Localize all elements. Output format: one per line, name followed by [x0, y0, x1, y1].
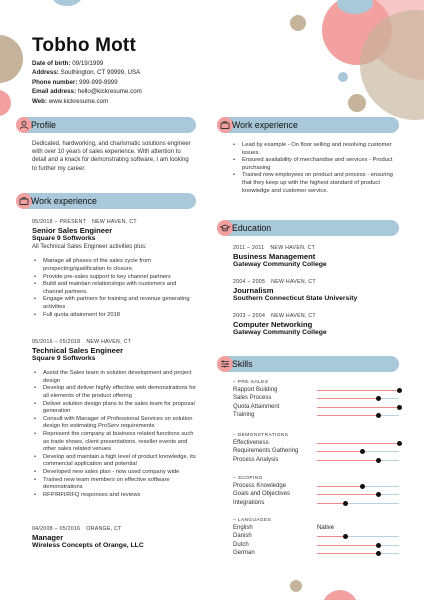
- decor-circle: [0, 90, 11, 116]
- decor-circle: [52, 0, 82, 6]
- skill-row: [233, 499, 401, 507]
- contact-info: [32, 59, 142, 106]
- skill-name: Process Analysis: [233, 456, 279, 463]
- skill-row: [233, 532, 401, 540]
- job-meta: 05/2018 – PRESENT NEW HAVEN, CT: [32, 219, 137, 225]
- skill-name: Dutch: [233, 541, 249, 548]
- skill-row: [233, 386, 401, 394]
- skill-name: Requirements Gathering: [233, 448, 299, 455]
- skill-row: [233, 394, 401, 402]
- job-company: Square 9 Softworks: [32, 355, 96, 363]
- skill-level-dot: [360, 449, 365, 454]
- skill-level-track: [317, 390, 399, 391]
- skill-row: [233, 447, 401, 455]
- skill-level-dot: [397, 441, 402, 446]
- skill-level-dot: [397, 405, 402, 410]
- decor-circle: [348, 94, 366, 112]
- work-experience-title: Work experience: [31, 196, 97, 206]
- list-item: • Assist the Sales team in solution development and project design: [32, 370, 198, 385]
- skill-group: [233, 518, 401, 558]
- skill-row: [233, 490, 401, 498]
- contact-dob: Date of birth: 09/19/1999: [32, 60, 104, 67]
- skill-level-fill: [317, 536, 346, 537]
- skill-row: [233, 439, 401, 447]
- list-item: • Build and maintain relationships with customers and channel partners.: [32, 281, 198, 296]
- decor-circle: [338, 72, 348, 82]
- list-item: • Trained new employees on product and process - ensuring that they keep up with the highest standard of product knowledge and customer service.: [231, 172, 401, 195]
- contact-phone: Phone number: 999-999-9999: [32, 78, 118, 86]
- skill-row: [233, 524, 401, 532]
- list-item: • Ensured availability of merchandise and services - Product purchasing: [231, 157, 401, 172]
- skill-level-track: [317, 443, 399, 444]
- skill-level-fill: [317, 415, 379, 416]
- skills-header: [217, 356, 399, 372]
- skill-category: – DEMONSTRATIONS: [233, 433, 289, 438]
- briefcase-icon: [16, 193, 32, 209]
- job-company: Wireless Concepts of Orange, LLC: [32, 542, 144, 550]
- skill-level-fill: [317, 407, 399, 408]
- skill-row: [233, 549, 401, 557]
- education-meta: 2004 – 2005 NEW HAVEN, CT: [233, 279, 316, 285]
- decor-circle: [290, 580, 302, 592]
- skill-level-dot: [343, 534, 348, 539]
- skill-level-fill: [317, 545, 379, 546]
- skill-level-dot: [376, 551, 381, 556]
- user-icon: [16, 117, 32, 133]
- skill-level-fill: [317, 398, 379, 399]
- job-entry: [32, 525, 198, 550]
- skill-level-fill: [317, 390, 399, 391]
- work-experience-header-right: [217, 117, 399, 133]
- decor-circle: [290, 15, 306, 31]
- job-continued: [231, 142, 401, 195]
- job-meta: 04/2008 – 05/2016 ORANGE, CT: [32, 526, 122, 532]
- job-company: Square 9 Softworks: [32, 235, 96, 243]
- profile-title: Profile: [31, 120, 56, 130]
- skill-row: [233, 482, 401, 490]
- skill-level-fill: [317, 451, 362, 452]
- skill-level-fill: [317, 460, 379, 461]
- list-item: • Provide pre-sales support to key channel partners: [32, 274, 198, 282]
- skill-name: Goals and Objectives: [233, 491, 291, 498]
- skill-category: – LANGUAGES: [233, 518, 272, 523]
- job-title: Manager: [32, 533, 64, 543]
- contact-email: Email address: hello@kickresume.com: [32, 88, 142, 96]
- work-experience-header: [16, 193, 196, 209]
- skill-name: Rapport Building: [233, 387, 278, 393]
- skill-name: Process Knowledge: [233, 483, 287, 489]
- skill-level-track: [317, 494, 399, 495]
- profile-text: Dedicated, hardworking, and charismatic solutions engineer with over 10 years of sales experience. With attention to detail and a knack for demonstrating software, I am looking to further my career.: [32, 141, 191, 172]
- skill-group: [233, 476, 401, 507]
- list-item: • Trained new team members on effective software demonstrations: [32, 477, 198, 492]
- list-item: • Full quota attainment for 2018: [32, 312, 198, 320]
- candidate-name: Tobho Mott: [32, 35, 136, 56]
- job-meta: 05/2016 – 05/2018 NEW HAVEN, CT: [32, 339, 132, 345]
- education-entry: [233, 312, 401, 337]
- skill-name: Danish: [233, 533, 252, 540]
- skill-name: Quota Attainment: [233, 403, 280, 410]
- skill-level-fill: [317, 553, 379, 554]
- skill-group: [233, 380, 401, 420]
- list-item: • Manage all phases of the sales cycle from prospecting/qualification to closure.: [32, 258, 198, 273]
- list-item: • Develop and deliver highly effective web demonstrations for all elements of the product offering: [32, 385, 198, 400]
- skill-level-fill: [317, 443, 399, 444]
- job-bullets: [231, 142, 401, 195]
- skill-level-track: [317, 545, 399, 546]
- education-meta: 2011 – 2011 NEW HAVEN, CT: [233, 245, 316, 251]
- skill-level-dot: [376, 543, 381, 548]
- skill-level-track: [317, 460, 399, 461]
- skill-level-dot: [397, 388, 402, 393]
- education-degree: Journalism: [233, 286, 274, 296]
- job-bullets: [32, 370, 198, 499]
- skill-level-track: [317, 553, 399, 554]
- list-item: • Deliver solution design plans to the sales team for proposal generation: [32, 401, 198, 416]
- job-entry: [32, 338, 198, 499]
- briefcase-icon: [217, 117, 233, 133]
- skill-level-text: Native: [317, 525, 335, 531]
- list-item: • RFP/RFI/RFQ responses and reviews: [32, 492, 198, 500]
- education-school: Gateway Community College: [233, 329, 327, 337]
- education-title: Education: [232, 223, 272, 233]
- skill-row: [233, 411, 401, 419]
- list-item: • Developed new sales plan - now used company wide: [32, 469, 198, 477]
- education-entry: [233, 278, 401, 303]
- contact-address: Address: Southington, CT 99999, USA: [32, 69, 141, 77]
- work-experience-title-right: Work experience: [232, 120, 298, 130]
- skill-name: Integrations: [233, 499, 265, 506]
- skill-level-dot: [376, 396, 381, 401]
- education-header: [217, 220, 399, 236]
- skill-category: – PRE-SALES: [233, 380, 269, 385]
- skill-category: – SCOPING: [233, 476, 263, 481]
- skill-level-track: [317, 451, 399, 452]
- skill-row: [233, 403, 401, 411]
- skill-row: [233, 456, 401, 464]
- skill-level-dot: [376, 413, 381, 418]
- education-meta: 2003 – 2004 NEW HAVEN, CT: [233, 313, 316, 319]
- education-school: Southern Connecticut State University: [233, 295, 358, 303]
- skill-level-fill: [317, 503, 346, 504]
- job-title: Technical Sales Engineer: [32, 346, 124, 356]
- skill-name: Effectiveness: [233, 440, 269, 446]
- skills-title: Skills: [232, 359, 253, 369]
- skill-name: Sales Process: [233, 395, 272, 402]
- decor-circle: [0, 35, 23, 83]
- skill-level-track: [317, 398, 399, 399]
- contact-web: Web: www.kickresume.com: [32, 97, 109, 105]
- skill-level-track: [317, 486, 399, 487]
- skill-name: English: [233, 525, 253, 531]
- list-item: • Engage with partners for training and revenue generating activities: [32, 296, 198, 311]
- skill-name: German: [233, 550, 255, 557]
- skill-level-dot: [376, 492, 381, 497]
- list-item: • Lead by example - On floor selling and resolving customer issues.: [231, 142, 401, 157]
- skill-level-track: [317, 536, 399, 537]
- skill-level-fill: [317, 486, 362, 487]
- job-bullets: [32, 258, 198, 319]
- list-item: • Represent the company at business related functions such as trade shows, client presentations, reseller events and other sales related venues: [32, 431, 198, 454]
- skill-level-track: [317, 415, 399, 416]
- job-entry: [32, 218, 198, 319]
- skill-level-dot: [360, 484, 365, 489]
- graduation-cap-icon: [217, 220, 233, 236]
- skill-level-track: [317, 407, 399, 408]
- skill-level-fill: [317, 494, 379, 495]
- education-school: Gateway Community College: [233, 261, 327, 269]
- decor-circle: [322, 590, 358, 600]
- skill-level-dot: [376, 458, 381, 463]
- skill-name: Training: [233, 412, 255, 419]
- education-degree: Computer Networking: [233, 320, 313, 330]
- list-item: • Develop and maintain a high level of product knowledge, its commercial application and potential: [32, 454, 198, 469]
- skill-group: [233, 433, 401, 464]
- education-degree: Business Management: [233, 252, 316, 262]
- job-title: Senior Sales Engineer: [32, 226, 113, 236]
- skill-level-track: [317, 503, 399, 504]
- list-item: • Consult with Manager of Professional Services on solution design for estimating ProServ requirements: [32, 416, 198, 431]
- job-intro: All Technical Sales Engineer activities plus:: [32, 244, 147, 251]
- education-entry: [233, 244, 401, 269]
- profile-header: [16, 117, 196, 133]
- skill-level-dot: [343, 501, 348, 506]
- sliders-icon: [217, 356, 233, 372]
- skill-row: [233, 541, 401, 549]
